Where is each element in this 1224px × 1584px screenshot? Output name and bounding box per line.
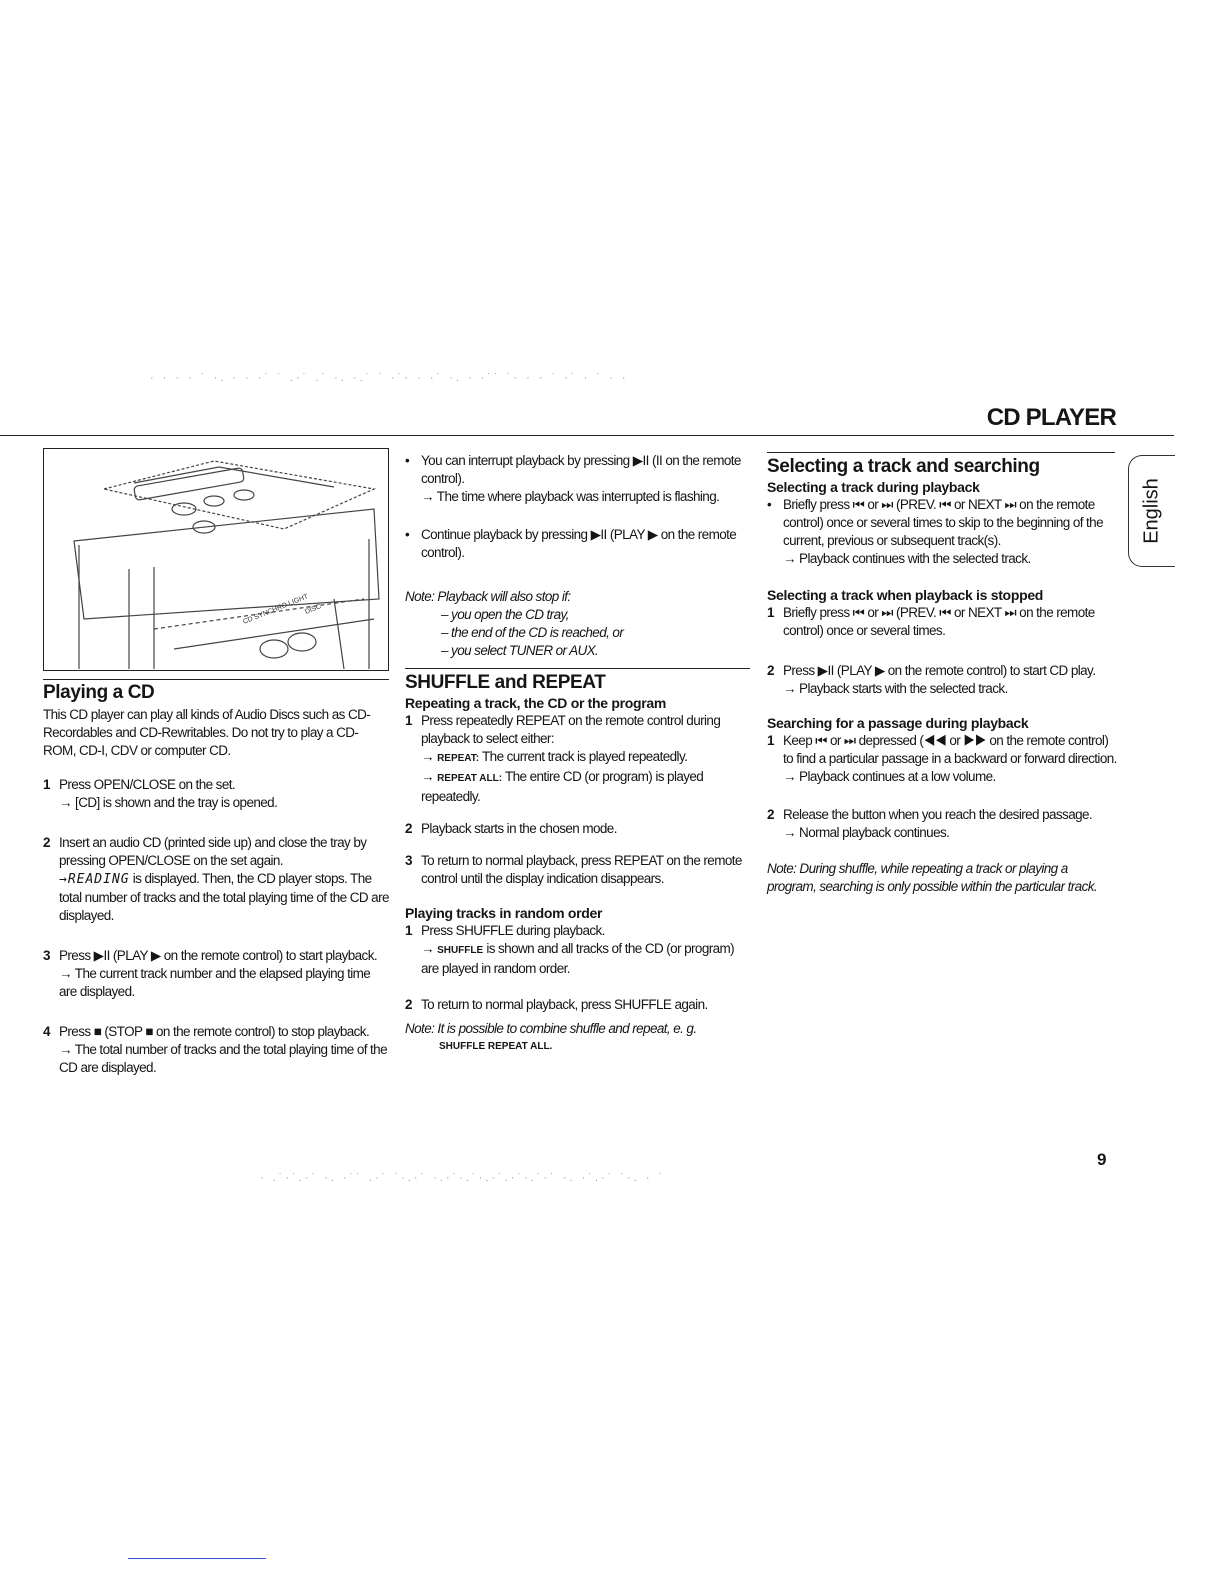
stopped-subheading: Selecting a track when playback is stopped [767, 587, 1044, 603]
note-item: – you select TUNER or AUX. [441, 643, 599, 658]
step-text: Press repeatedly REPEAT on the remote control during playback to select either: [421, 713, 721, 746]
step-result: → The total number of tracks and the total playing time of the CD are displayed. [59, 1042, 387, 1075]
step-result: → Normal playback continues. [783, 825, 950, 840]
repeat-all-option: → REPEAT ALL: The entire CD (or program) is played repeatedly. [421, 769, 704, 804]
step-result: is displayed. Then, the CD player stops. The total number of tracks and the total playing time of the CD are displayed. [59, 871, 389, 923]
step-text: Press ■ (STOP ■ on the remote control) to stop playback. [59, 1024, 370, 1039]
shuffle-result: → SHUFFLE is shown and all tracks of the CD (or program) are played in random order. [421, 941, 735, 976]
step-result: → Playback starts with the selected track. [783, 681, 1008, 696]
col3-rule [767, 452, 1115, 453]
search-step-2: 2 Release the button when you reach the desired passage. → Normal playback continues. [767, 806, 1117, 842]
tray-label: CD SYNCHRO LIGHT [242, 593, 310, 626]
stopped-step-2: 2 Press ▶II (PLAY ▶ on the remote control) to start CD play. → Playback starts with the selected track. [767, 662, 1117, 698]
playing-cd-heading: Playing a CD [43, 682, 155, 703]
repeat-step-1: 1 Press repeatedly REPEAT on the remote control during playback to select either: → REPEAT: The current track is played repeatedly. → REPEAT ALL: The entire CD (or program) is played repeatedly. [405, 712, 750, 806]
note-item: – the end of the CD is reached, or [441, 625, 624, 640]
shuffle-repeat-heading: SHUFFLE and REPEAT [405, 672, 606, 693]
step-3 [43, 947, 391, 1001]
step-text: Press ▶II (PLAY ▶ on the remote control) to start playback. [59, 948, 378, 963]
bullet-dot: • [405, 453, 410, 468]
column-3 [767, 452, 1117, 896]
step-text: To return to normal playback, press REPEAT on the remote control until the display indication disappears. [421, 853, 742, 886]
col1-rule [43, 679, 389, 680]
bullet-text: You can interrupt playback by pressing ▶II (II on the remote control). [421, 453, 741, 486]
step-text: Insert an audio CD (printed side up) and close the tray by pressing OPEN/CLOSE on the set again. [59, 835, 367, 868]
repeat-option: → REPEAT: The current track is played repeatedly. [421, 749, 688, 764]
device-drawing [44, 449, 387, 669]
step-text: Press OPEN/CLOSE on the set. [59, 777, 236, 792]
combine-note-caps: SHUFFLE REPEAT ALL. [439, 1041, 553, 1052]
continue-bullet [405, 526, 750, 562]
bullet-result: → The time where playback was interrupted is flashing. [421, 489, 720, 504]
step-result-row [59, 870, 391, 925]
footer-mark [128, 1558, 266, 1559]
lcd-reading: →READING [59, 872, 130, 887]
language-tab [1128, 455, 1175, 567]
step-4 [43, 1023, 391, 1077]
step-text: Press ▶II (PLAY ▶ on the remote control) to start CD play. [783, 663, 1096, 678]
step-number: 3 [43, 948, 50, 963]
col2-rule [405, 668, 750, 669]
step-1 [43, 776, 391, 812]
shuffle-step-2: 2 To return to normal playback, press SHUFFLE again. [405, 996, 750, 1014]
searching-subheading: Searching for a passage during playback [767, 715, 1029, 731]
note-item: – you open the CD tray, [441, 607, 569, 622]
interrupt-bullet [405, 452, 750, 506]
skip-bullet: • Briefly press ⏮ or ⏭ (PREV. ⏮ or NEXT ⏭ on the remote control) once or several times to skip to the beginning of the current, previous or subsequent track(s). → Playback continues with the selected track. [767, 496, 1117, 568]
scan-noise-top: · · · · ˙ ·. · · ·˙ ˙ .·˙ .˙ ·. ·.˙ ˙ ·˙· · ·˙ ·. · ·˙˙ ˙· · · ˙ ·˙ · ˙ · · [150, 372, 629, 384]
cd-player-illustration [43, 448, 389, 671]
note-intro: Note: Playback will also stop if: [405, 589, 571, 604]
step-text: To return to normal playback, press SHUFFLE again. [421, 997, 708, 1012]
selecting-heading: Selecting a track and searching [767, 456, 1040, 477]
repeat-step-2: 2 Playback starts in the chosen mode. [405, 820, 750, 838]
step-number: 2 [43, 835, 50, 850]
header-rule [0, 435, 1174, 436]
bullet-result: → Playback continues with the selected track. [783, 551, 1031, 566]
combine-note: Note: It is possible to combine shuffle and repeat, e. g. [405, 1021, 697, 1036]
step-number: 1 [43, 777, 50, 792]
stopped-step-1: 1 Briefly press ⏮ or ⏭ (PREV. ⏮ or NEXT ⏭ on the remote control) once or several times. [767, 604, 1117, 640]
step-text: Playback starts in the chosen mode. [421, 821, 617, 836]
bullet-text: Continue playback by pressing ▶II (PLAY ▶ on the remote control). [421, 527, 737, 560]
step-result: → The current track number and the elapsed playing time are displayed. [59, 966, 371, 999]
column-2 [405, 452, 750, 1056]
bullet-text: Briefly press ⏮ or ⏭ (PREV. ⏮ or NEXT ⏭ on the remote control) once or several times to skip to the beginning of the current, previous or subsequent track(s). [783, 497, 1103, 548]
language-tab-label: English [1140, 478, 1163, 544]
playing-cd-intro: This CD player can play all kinds of Audio Discs such as CD-Recordables and CD-Rewritables. Do not try to play a CD-ROM, CD-I, CDV or computer CD. [43, 707, 371, 758]
step-result: → Playback continues at a low volume. [783, 769, 996, 784]
step-text: Keep ⏮ or ⏭ depressed (◀◀ or ▶▶ on the remote control) to find a particular passage in a backward or forward direction. [783, 733, 1117, 766]
bullet-dot: • [405, 527, 410, 542]
step-text: Briefly press ⏮ or ⏭ (PREV. ⏮ or NEXT ⏭ on the remote control) once or several times. [783, 605, 1095, 638]
step-2 [43, 834, 391, 925]
step-text: Release the button when you reach the desired passage. [783, 807, 1093, 822]
repeat-step-3: 3 To return to normal playback, press REPEAT on the remote control until the display indication disappears. [405, 852, 750, 888]
button-label: DISC [304, 603, 323, 616]
search-note: Note: During shuffle, while repeating a track or playing a program, searching is only possible within the particular track. [767, 861, 1098, 894]
step-text: Press SHUFFLE during playback. [421, 923, 605, 938]
repeat-subheading: Repeating a track, the CD or the program [405, 695, 667, 711]
page-title: CD PLAYER [986, 404, 1116, 431]
scan-noise-bottom: · .˙·˙.·˙ ·. ·˙˙ .·˙ ˙·.·˙ ·.·˙·.˙·.·˙.·˙·.˙·˙ ·. ·˙.·˙ ˙·. · ˙ [260, 1172, 666, 1184]
page-number: 9 [1097, 1150, 1107, 1169]
step-number: 4 [43, 1024, 50, 1039]
random-subheading: Playing tracks in random order [405, 905, 603, 921]
search-step-1: 1 Keep ⏮ or ⏭ depressed (◀◀ or ▶▶ on the remote control) to find a particular passage in a backward or forward direction. → Playback continues at a low volume. [767, 733, 1117, 784]
stop-note [405, 588, 750, 660]
column-1 [43, 682, 391, 1077]
shuffle-step-1: 1 Press SHUFFLE during playback. → SHUFFLE is shown and all tracks of the CD (or program) are played in random order. [405, 922, 750, 978]
step-result: → [CD] is shown and the tray is opened. [59, 795, 278, 810]
during-playback-subheading: Selecting a track during playback [767, 479, 980, 495]
